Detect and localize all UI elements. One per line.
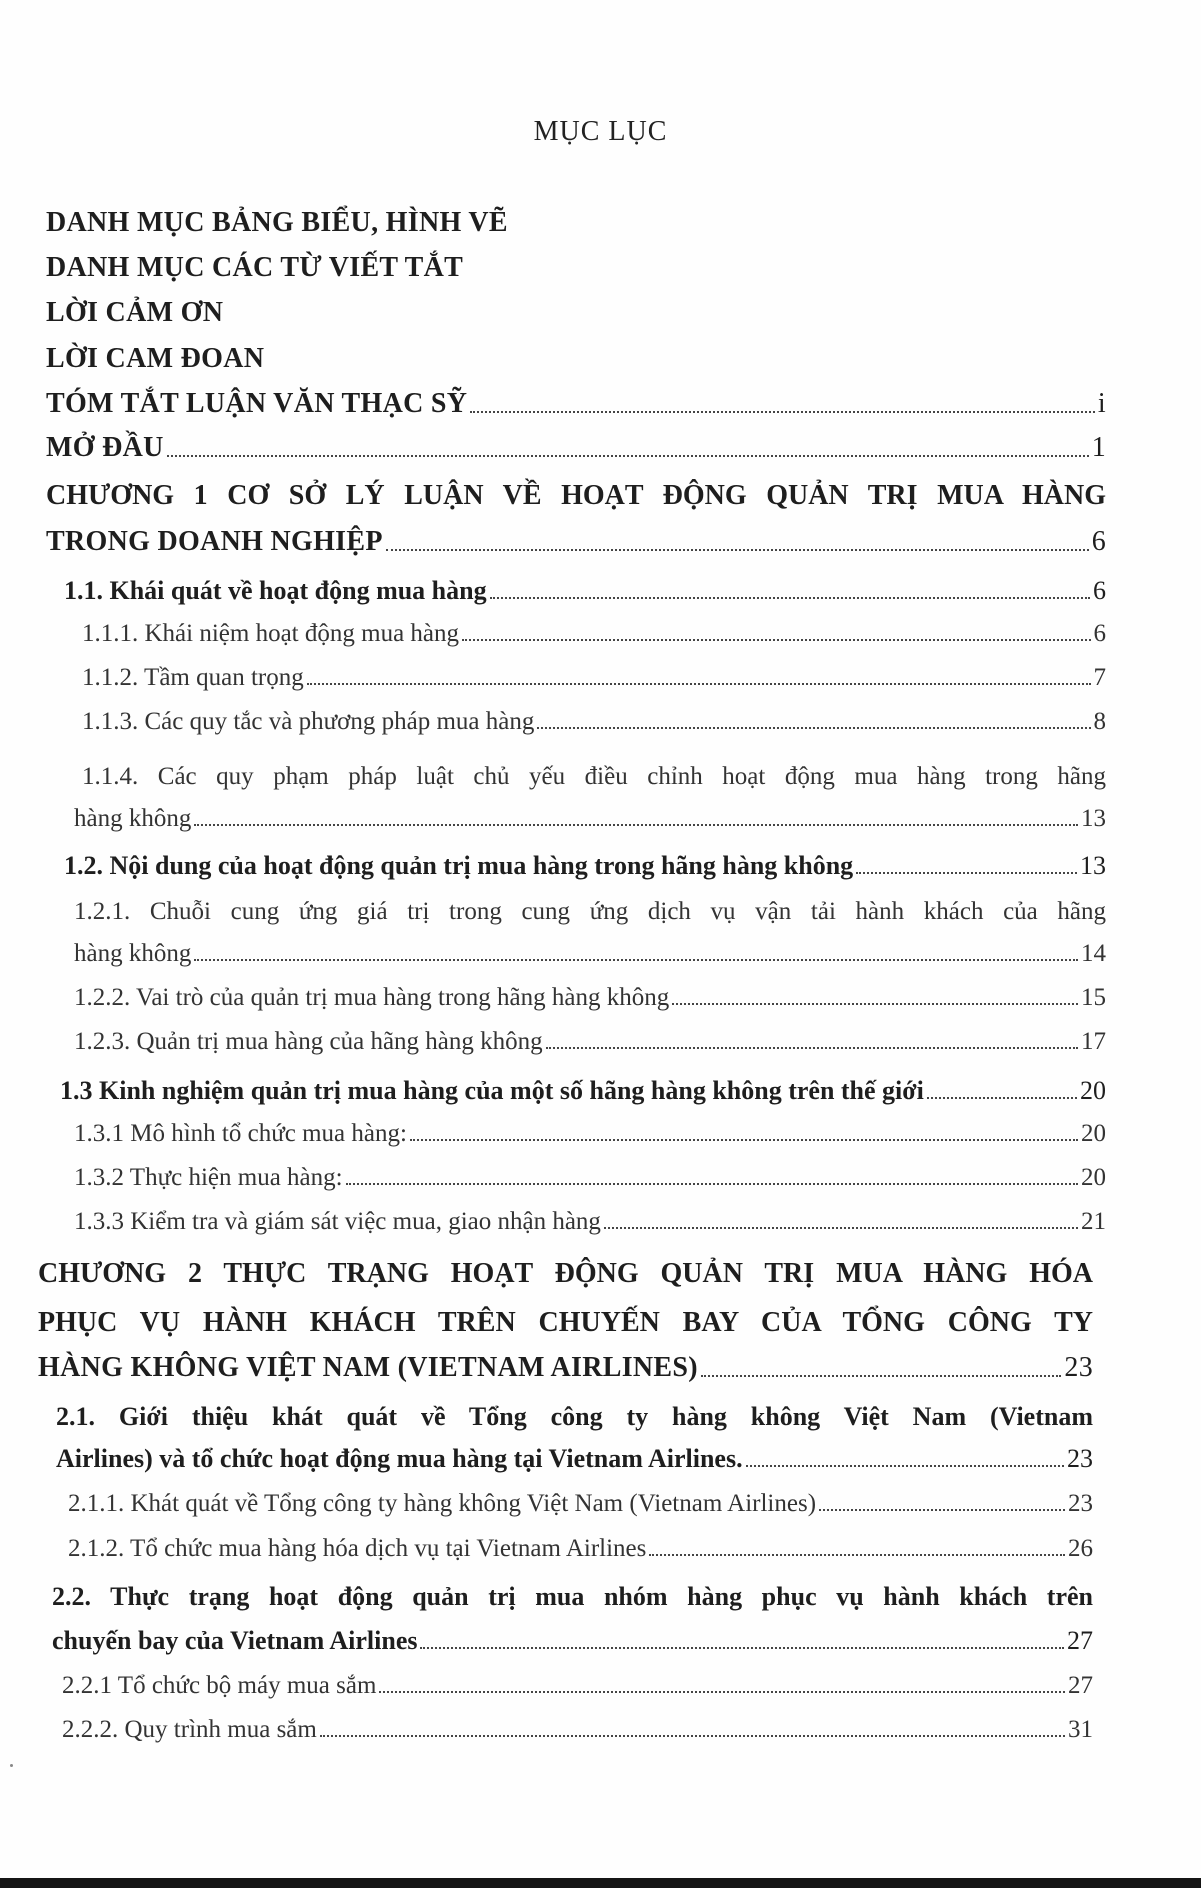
toc-entry-1-1-2: 1.1.2. Tầm quan trọng 7 <box>82 664 1106 691</box>
toc-entry-acknowledgements: LỜI CẢM ƠN <box>46 297 224 328</box>
toc-entry-1-1-3: 1.1.3. Các quy tắc và phương pháp mua hàng 8 <box>82 708 1106 735</box>
toc-entry-1-3: 1.3 Kinh nghiệm quản trị mua hàng của một số hãng hàng không trên thế giới 20 <box>60 1076 1106 1105</box>
page-title: MỤC LỤC <box>533 116 668 147</box>
toc-entry-chapter-2-cont2: HÀNG KHÔNG VIỆT NAM (VIETNAM AIRLINES) 23 <box>38 1352 1093 1383</box>
dot-leader <box>462 639 1090 641</box>
dot-leader <box>194 824 1078 826</box>
dot-leader <box>320 1735 1065 1737</box>
dot-leader <box>604 1227 1078 1229</box>
dot-leader <box>746 1465 1064 1467</box>
toc-entry-2-1-cont: Airlines) và tổ chức hoạt động mua hàng tại Vietnam Airlines. 23 <box>56 1444 1093 1473</box>
toc-entry-declaration: LỜI CAM ĐOAN <box>46 343 265 374</box>
scan-speck <box>10 1764 13 1767</box>
dot-leader <box>379 1691 1065 1693</box>
toc-entry-1-2-1-cont: hàng không 14 <box>74 940 1106 967</box>
toc-entry-2-1: 2.1. Giới thiệu khát quát về Tổng công ty hàng không Việt Nam (Vietnam <box>56 1402 1093 1431</box>
dot-leader <box>537 727 1090 729</box>
dot-leader <box>386 549 1089 551</box>
dot-leader <box>470 411 1095 413</box>
toc-entry-introduction: MỞ ĐẦU 1 <box>46 432 1106 463</box>
dot-leader <box>490 597 1090 599</box>
toc-entry-1-1-4: 1.1.4. Các quy phạm pháp luật chủ yếu điều chỉnh hoạt động mua hàng trong hãng <box>82 763 1106 790</box>
toc-entry-1-2-2: 1.2.2. Vai trò của quản trị mua hàng trong hãng hàng không 15 <box>74 984 1106 1011</box>
toc-entry-1-3-2: 1.3.2 Thực hiện mua hàng: 20 <box>74 1164 1106 1191</box>
toc-entry-1-2-1: 1.2.1. Chuỗi cung ứng giá trị trong cung ứng dịch vụ vận tải hành khách của hãng <box>74 898 1106 925</box>
toc-entry-summary: TÓM TẮT LUẬN VĂN THẠC SỸ i <box>46 388 1106 419</box>
toc-entry-chapter-2-cont: PHỤC VỤ HÀNH KHÁCH TRÊN CHUYẾN BAY CỦA TỔNG CÔNG TY <box>38 1307 1093 1338</box>
toc-entry-1-3-3: 1.3.3 Kiểm tra và giám sát việc mua, giao nhận hàng 21 <box>74 1208 1106 1235</box>
dot-leader <box>420 1647 1064 1649</box>
toc-entry-1-1-1: 1.1.1. Khái niệm hoạt động mua hàng 6 <box>82 620 1106 647</box>
toc-entry-chapter-2: CHƯƠNG 2 THỰC TRẠNG HOẠT ĐỘNG QUẢN TRỊ MUA HÀNG HÓA <box>38 1258 1093 1289</box>
toc-entry-2-2-cont: chuyến bay của Vietnam Airlines 27 <box>52 1626 1093 1655</box>
dot-leader <box>856 872 1077 874</box>
toc-entry-chapter-1: CHƯƠNG 1 CƠ SỞ LÝ LUẬN VỀ HOẠT ĐỘNG QUẢN TRỊ MUA HÀNG <box>46 480 1106 511</box>
toc-entry-2-1-2: 2.1.2. Tổ chức mua hàng hóa dịch vụ tại Vietnam Airlines 26 <box>68 1535 1093 1562</box>
toc-entry-list-of-tables: DANH MỤC BẢNG BIỂU, HÌNH VẼ <box>46 207 508 238</box>
dot-leader <box>346 1183 1078 1185</box>
dot-leader <box>546 1047 1078 1049</box>
toc-entry-1-2: 1.2. Nội dung của hoạt động quản trị mua hàng trong hãng hàng không 13 <box>64 851 1106 880</box>
dot-leader <box>307 683 1091 685</box>
dot-leader <box>410 1139 1078 1141</box>
toc-entry-1-2-3: 1.2.3. Quản trị mua hàng của hãng hàng không 17 <box>74 1028 1106 1055</box>
dot-leader <box>649 1554 1065 1556</box>
toc-entry-2-2: 2.2. Thực trạng hoạt động quản trị mua nhóm hàng phục vụ hành khách trên <box>52 1582 1093 1611</box>
dot-leader <box>701 1375 1062 1377</box>
toc-entry-2-1-1: 2.1.1. Khát quát về Tổng công ty hàng không Việt Nam (Vietnam Airlines) 23 <box>68 1490 1093 1517</box>
dot-leader <box>672 1003 1078 1005</box>
scan-bottom-edge <box>0 1878 1201 1888</box>
toc-entry-1-3-1: 1.3.1 Mô hình tổ chức mua hàng: 20 <box>74 1120 1106 1147</box>
toc-entry-2-2-1: 2.2.1 Tổ chức bộ máy mua sắm 27 <box>62 1672 1093 1699</box>
toc-entry-1-1-4-cont: hàng không 13 <box>74 805 1106 832</box>
toc-entry-1-1: 1.1. Khái quát về hoạt động mua hàng 6 <box>64 576 1106 605</box>
dot-leader <box>927 1097 1077 1099</box>
toc-entry-abbreviations: DANH MỤC CÁC TỪ VIẾT TẮT <box>46 252 464 283</box>
dot-leader <box>194 959 1078 961</box>
dot-leader <box>819 1509 1065 1511</box>
toc-entry-2-2-2: 2.2.2. Quy trình mua sắm 31 <box>62 1716 1093 1743</box>
dot-leader <box>167 455 1089 457</box>
toc-entry-chapter-1-cont: TRONG DOANH NGHIỆP 6 <box>46 526 1106 557</box>
